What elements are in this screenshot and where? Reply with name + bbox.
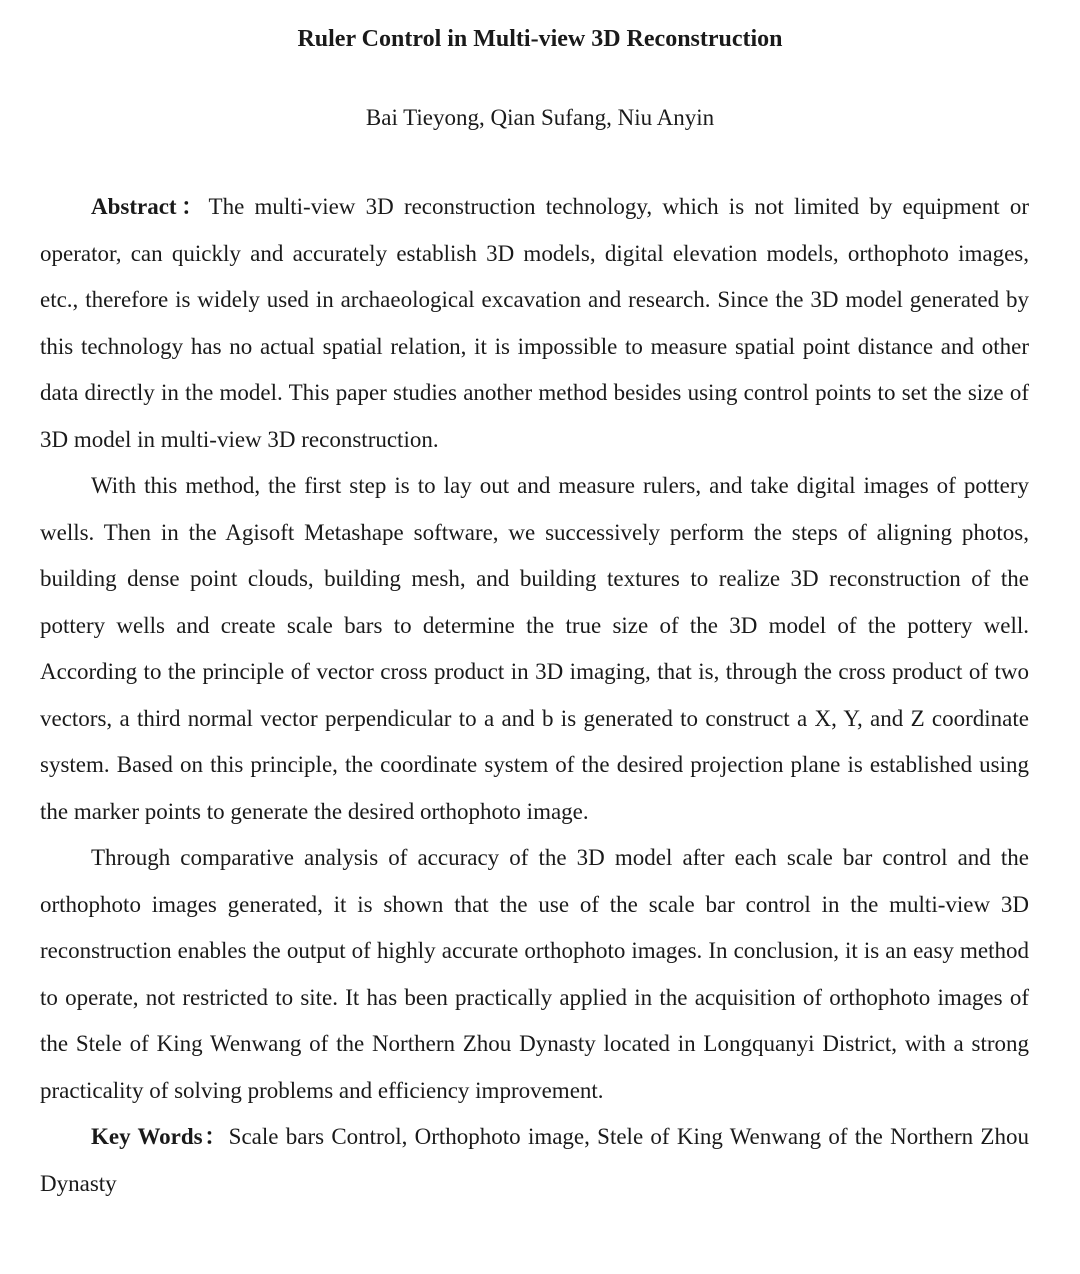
keywords-label: Key Words：	[91, 1124, 229, 1149]
author-list: Bai Tieyong, Qian Sufang, Niu Anyin	[365, 105, 715, 130]
abstract-paragraph	[40, 184, 1029, 463]
keywords-paragraph	[40, 1114, 1029, 1207]
method-paragraph: With this method, the first step is to lay out and measure rulers, and take digital images of pottery wells. Then in the Agisoft Metashape software, we successively perform the steps of aligning photos, building dense point clouds, building mesh, and building textures to realize 3D reconstruction of the pottery wells and create scale bars to determine the true size of the 3D model of the pottery well. According to the principle of vector cross product in 3D imaging, that is, through the cross product of two vectors, a third normal vector perpendicular to a and b is generated to construct a X, Y, and Z coordinate system. Based on this principle, the coordinate system of the desired projection plane is established using the marker points to generate the desired orthophoto image.	[40, 473, 1029, 824]
abstract-text: The multi-view 3D reconstruction technology, which is not limited by equipment or operator, can quickly and accurately establish 3D models, digital elevation models, orthophoto images, etc., therefore is widely used in archaeological excavation and research. Since the 3D model generated by this technology has no actual spatial relation, it is impossible to measure spatial point distance and other data directly in the model. This paper studies another method besides using control points to set the size of 3D model in multi-view 3D reconstruction.	[40, 194, 1029, 452]
paper-title: Ruler Control in Multi-view 3D Reconstruction	[297, 26, 783, 52]
conclusion-paragraph: Through comparative analysis of accuracy of the 3D model after each scale bar control and the orthophoto images generated, it is shown that the use of the scale bar control in the multi-view 3D reconstruction enables the output of highly accurate orthophoto images. In conclusion, it is an easy method to operate, not restricted to site. It has been practically applied in the acquisition of orthophoto images of the Stele of King Wenwang of the Northern Zhou Dynasty located in Longquanyi District, with a strong practicality of solving problems and efficiency improvement.	[40, 845, 1029, 1103]
keywords-text: Scale bars Control, Orthophoto image, Stele of King Wenwang of the Northern Zhou Dynasty	[40, 1124, 1029, 1196]
abstract-label: Abstract：	[91, 194, 209, 219]
abstract-section	[40, 184, 1029, 1207]
